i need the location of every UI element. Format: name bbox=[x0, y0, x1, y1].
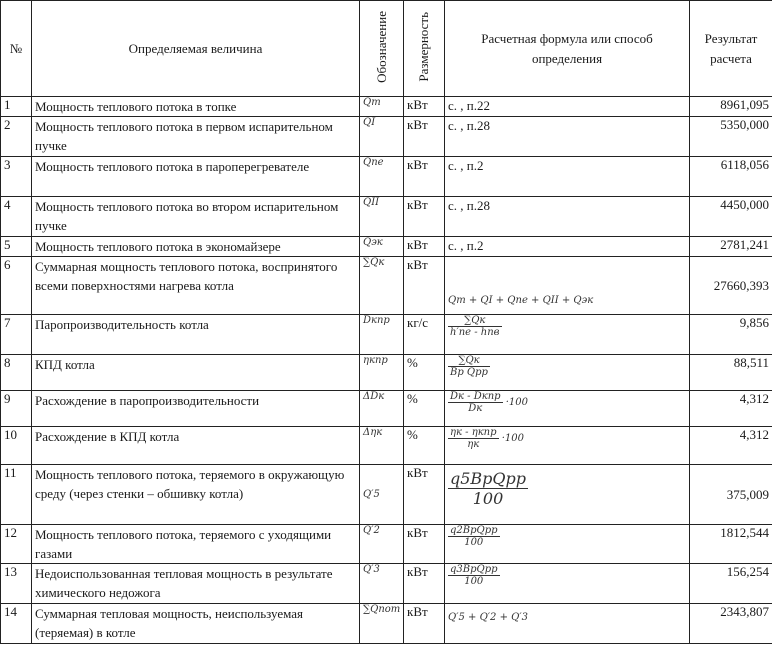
row-quantity: Мощность теплового потока в первом испарительном пучке bbox=[32, 117, 360, 157]
formula-fraction bbox=[448, 564, 500, 587]
row-quantity: Мощность теплового потока в топке bbox=[32, 97, 360, 117]
row-symbol: QI bbox=[360, 117, 404, 157]
table-row bbox=[1, 157, 772, 197]
row-number: 7 bbox=[1, 315, 32, 355]
formula-fraction bbox=[448, 355, 490, 378]
fraction-numerator: q2BpQpp bbox=[450, 525, 498, 536]
row-quantity: Недоиспользованная тепловая мощность в результате химического недожога bbox=[32, 564, 360, 604]
header-symbol-text: Обозначение bbox=[373, 10, 389, 83]
row-unit: кВт bbox=[404, 257, 445, 315]
row-result: 4450,000 bbox=[690, 197, 772, 237]
row-result: 156,254 bbox=[690, 564, 772, 604]
row-quantity: КПД котла bbox=[32, 355, 360, 391]
fraction-denominator: h′пе - hпв bbox=[450, 327, 500, 338]
row-result: 2781,241 bbox=[690, 237, 772, 257]
row-symbol: ∑Qпот bbox=[360, 604, 404, 644]
row-unit: кВт bbox=[404, 237, 445, 257]
row-unit: кВт bbox=[404, 157, 445, 197]
row-formula bbox=[445, 427, 690, 465]
row-quantity: Суммарная тепловая мощность, неиспользуемая (теряемая) в котле bbox=[32, 604, 360, 644]
fraction-numerator: ηк - ηкпр bbox=[450, 427, 497, 438]
row-quantity: Мощность теплового потока в экономайзере bbox=[32, 237, 360, 257]
formula-fraction bbox=[448, 469, 528, 508]
fraction-denominator: 100 bbox=[472, 489, 504, 508]
row-number: 3 bbox=[1, 157, 32, 197]
table-row bbox=[1, 355, 772, 391]
row-number: 5 bbox=[1, 237, 32, 257]
row-formula: с. , п.2 bbox=[445, 157, 690, 197]
row-result: 4,312 bbox=[690, 427, 772, 465]
header-unit-text: Размерность bbox=[416, 11, 431, 82]
row-quantity: Мощность теплового потока, теряемого в окружающую среду (через стенки – обшивку котла) bbox=[32, 465, 360, 525]
row-quantity: Паропроизводительность котла bbox=[32, 315, 360, 355]
fraction-denominator: ηк bbox=[467, 439, 480, 450]
row-symbol: Q′2 bbox=[360, 525, 404, 564]
row-symbol: ηкпр bbox=[360, 355, 404, 391]
row-number: 13 bbox=[1, 564, 32, 604]
fraction-numerator: ∑Qк bbox=[448, 315, 502, 327]
fraction-numerator: q3BpQpp bbox=[450, 564, 498, 575]
row-formula bbox=[445, 564, 690, 604]
fraction-denominator: Bр Qрр bbox=[450, 367, 488, 378]
row-number: 6 bbox=[1, 257, 32, 315]
table-row bbox=[1, 315, 772, 355]
row-symbol: Qэк bbox=[360, 237, 404, 257]
fraction-denominator: 100 bbox=[464, 537, 484, 548]
row-formula: с. , п.28 bbox=[445, 117, 690, 157]
row-number: 10 bbox=[1, 427, 32, 465]
table-row bbox=[1, 97, 772, 117]
row-unit: кВт bbox=[404, 604, 445, 644]
row-unit: кВт bbox=[404, 564, 445, 604]
row-number: 12 bbox=[1, 525, 32, 564]
table-row bbox=[1, 391, 772, 427]
row-number: 2 bbox=[1, 117, 32, 157]
row-quantity: Суммарная мощность теплового потока, воспринятого всеми поверхностями нагрева котла bbox=[32, 257, 360, 315]
row-unit: кВт bbox=[404, 525, 445, 564]
row-unit: % bbox=[404, 355, 445, 391]
row-quantity: Мощность теплового потока во втором испарительном пучке bbox=[32, 197, 360, 237]
row-unit: кВт bbox=[404, 97, 445, 117]
row-symbol: QII bbox=[360, 197, 404, 237]
header-unit bbox=[404, 1, 445, 97]
fraction-denominator: 100 bbox=[464, 576, 484, 587]
row-result: 4,312 bbox=[690, 391, 772, 427]
table-row bbox=[1, 257, 772, 315]
fraction-numerator: ∑Qк bbox=[448, 355, 490, 367]
row-unit: кВт bbox=[404, 465, 445, 525]
row-quantity: Мощность теплового потока в пароперегревателе bbox=[32, 157, 360, 197]
table-row bbox=[1, 117, 772, 157]
row-formula bbox=[445, 465, 690, 525]
row-formula: Qт + QI + Qпе + QII + Qэк bbox=[445, 257, 690, 315]
row-unit: кВт bbox=[404, 117, 445, 157]
row-result: 88,511 bbox=[690, 355, 772, 391]
row-symbol: Δηк bbox=[360, 427, 404, 465]
formula-multiplier: ·100 bbox=[501, 433, 524, 444]
header-result: Результат расчета bbox=[690, 1, 772, 97]
formula-fraction bbox=[448, 427, 499, 450]
row-formula: с. , п.22 bbox=[445, 97, 690, 117]
table-row bbox=[1, 465, 772, 525]
fraction-denominator: Dк bbox=[468, 403, 483, 414]
row-formula: Q′5 + Q′2 + Q′3 bbox=[445, 604, 690, 644]
row-symbol: Qпе bbox=[360, 157, 404, 197]
header-symbol bbox=[360, 1, 404, 97]
row-result: 27660,393 bbox=[690, 257, 772, 315]
row-unit: % bbox=[404, 391, 445, 427]
table-row bbox=[1, 197, 772, 237]
row-symbol: ΔDк bbox=[360, 391, 404, 427]
row-number: 4 bbox=[1, 197, 32, 237]
row-quantity: Расхождение в КПД котла bbox=[32, 427, 360, 465]
fraction-numerator: Dк - Dкпр bbox=[450, 391, 501, 402]
row-result: 375,009 bbox=[690, 465, 772, 525]
row-symbol: Q′3 bbox=[360, 564, 404, 604]
formula-fraction bbox=[448, 315, 502, 338]
row-unit: кг/с bbox=[404, 315, 445, 355]
table-row bbox=[1, 564, 772, 604]
table-header-row bbox=[1, 1, 772, 97]
formula-multiplier: ·100 bbox=[505, 397, 529, 408]
row-number: 14 bbox=[1, 604, 32, 644]
row-formula bbox=[445, 355, 690, 391]
row-quantity: Мощность теплового потока, теряемого с уходящими газами bbox=[32, 525, 360, 564]
formula-fraction bbox=[448, 391, 503, 414]
row-symbol: ∑Qк bbox=[360, 257, 404, 315]
table-row bbox=[1, 427, 772, 465]
row-unit: % bbox=[404, 427, 445, 465]
header-quantity: Определяемая величина bbox=[32, 1, 360, 97]
row-formula bbox=[445, 391, 690, 427]
row-result: 8961,095 bbox=[690, 97, 772, 117]
row-number: 9 bbox=[1, 391, 32, 427]
row-formula: с. , п.28 bbox=[445, 197, 690, 237]
row-number: 11 bbox=[1, 465, 32, 525]
row-formula bbox=[445, 525, 690, 564]
row-symbol: Dкпр bbox=[360, 315, 404, 355]
row-result: 9,856 bbox=[690, 315, 772, 355]
row-unit: кВт bbox=[404, 197, 445, 237]
row-number: 1 bbox=[1, 97, 32, 117]
table-row bbox=[1, 237, 772, 257]
row-symbol: Qт bbox=[360, 97, 404, 117]
row-result: 2343,807 bbox=[690, 604, 772, 644]
header-number: № bbox=[1, 1, 32, 97]
formula-fraction bbox=[448, 525, 500, 548]
row-result: 1812,544 bbox=[690, 525, 772, 564]
row-number: 8 bbox=[1, 355, 32, 391]
row-result: 6118,056 bbox=[690, 157, 772, 197]
row-quantity: Расхождение в паропроизводительности bbox=[32, 391, 360, 427]
row-result: 5350,000 bbox=[690, 117, 772, 157]
header-formula: Расчетная формула или способ определения bbox=[445, 1, 690, 97]
row-formula: с. , п.2 bbox=[445, 237, 690, 257]
table-row bbox=[1, 604, 772, 644]
fraction-numerator: q5BpQpp bbox=[450, 469, 527, 488]
table-row bbox=[1, 525, 772, 564]
row-formula bbox=[445, 315, 690, 355]
row-symbol: Q′5 bbox=[360, 465, 404, 525]
